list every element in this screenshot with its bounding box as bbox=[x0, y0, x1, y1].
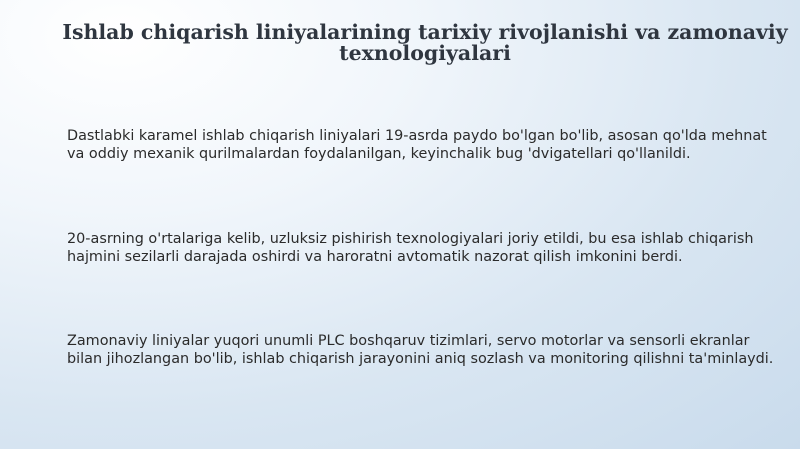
paragraph-modern-lines: Zamonaviy liniyalar yuqori unumli PLC boshqaruv tizimlari, servo motorlar va sensorli ekranlar bilan jihozlangan bo'lib, ishlab chiqarish jarayonini aniq sozlash va monitoring qilishni ta'minlaydi. bbox=[67, 333, 774, 367]
paragraph-history: Dastlabki karamel ishlab chiqarish liniyalari 19-asrda paydo bo'lgan bo'lib, asosan qo'lda mehnat va oddiy mexanik qurilmalardan foydalanilgan, keyinchalik bug 'dvigatellari qo'llanildi. bbox=[67, 128, 767, 162]
slide-title: Ishlab chiqarish liniyalarining tarixiy rivojlanishi va zamonaviy texnologiyalari bbox=[62, 20, 788, 65]
paragraph-continuous-cooking: 20-asrning o'rtalariga kelib, uzluksiz pishirish texnologiyalari joriy etildi, bu esa ishlab chiqarish hajmini sezilarli darajada oshirdi va haroratni avtomatik nazorat qilish imkonini berdi. bbox=[67, 231, 754, 265]
